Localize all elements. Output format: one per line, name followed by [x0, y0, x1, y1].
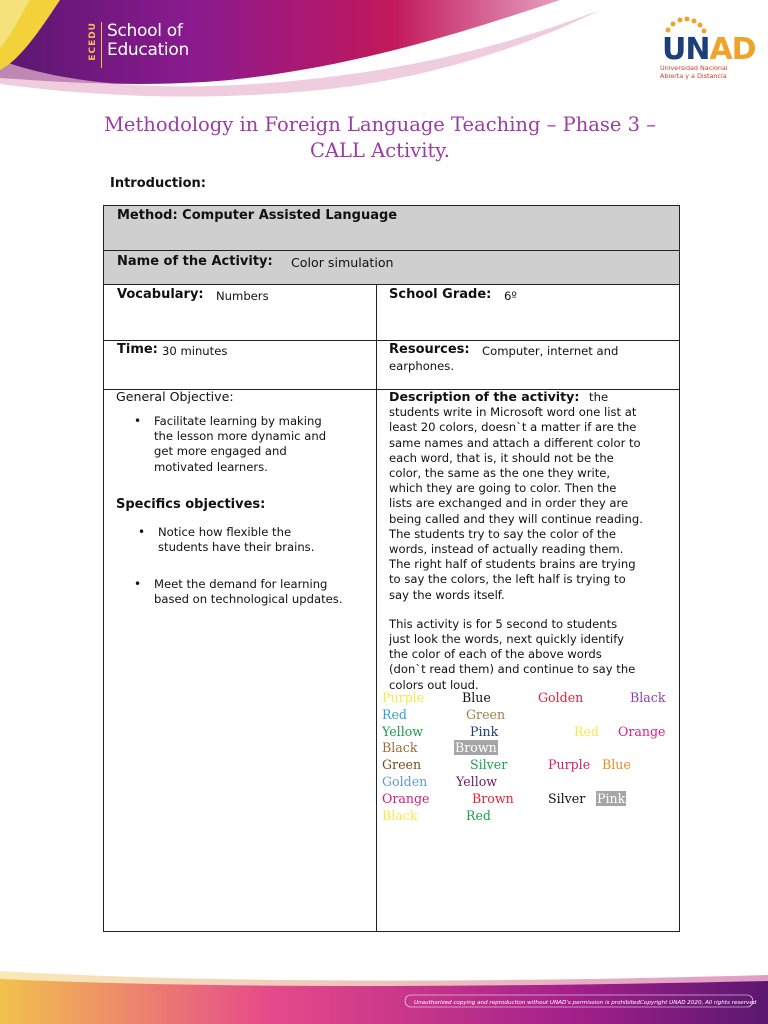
vocabulary-grade-row: [104, 285, 679, 341]
color-word: Orange: [618, 723, 666, 739]
title-line-2: CALL Activity.: [310, 139, 450, 162]
activity-name-value: Color simulation: [291, 255, 394, 270]
school-name: [107, 22, 189, 60]
resources-value-line2: earphones.: [389, 359, 455, 373]
school-grade-label: School Grade:: [389, 287, 492, 302]
list-item: • Meet the demand for learning based on technological updates.: [130, 577, 374, 607]
color-word: Pink: [470, 723, 499, 739]
color-word: Red: [574, 723, 599, 739]
color-word: Brown: [455, 740, 497, 756]
objectives-column: [116, 389, 374, 608]
list-item: • Facilitate learning by making the lesson more dynamic and get more engaged and motivated learners.: [130, 414, 374, 475]
color-word: Green: [466, 706, 506, 722]
time-value: 30 minutes: [162, 344, 228, 358]
color-word-row: [382, 757, 678, 774]
specific-objectives-list: [134, 525, 374, 608]
footer-copy-notice: Unauthorized copying and reproduction without UNAD's permission is prohibited: [414, 1000, 640, 1006]
vocabulary-label: Vocabulary:: [117, 287, 204, 302]
school-name-line2: Education: [107, 40, 189, 60]
color-word: Red: [382, 706, 407, 722]
description-paragraph: Description of the activity: the students write in Microsoft word one list at least 20 colors, doesn`t a matter if are the same names and attach a different color to each word, that is, it should not be the color, the same as the one they write, which they are going to color. Then the lists are exchanged and in order they are being called and they will continue reading. The students try to say the color of the words, instead of actually reading them. The right half of students brains are trying to say the colors, the left half is trying to say the words itself.: [389, 389, 643, 602]
color-word: Black: [630, 690, 666, 705]
time-label: Time:: [117, 342, 158, 357]
school-grade-value: 6º: [504, 289, 517, 303]
method-row: [104, 206, 679, 251]
logo-subtitle-2: Abierta y a Distancia: [660, 72, 727, 80]
description-label: Description of the activity:: [389, 389, 580, 404]
general-objective-list: [130, 414, 374, 475]
color-word: Black: [382, 740, 418, 756]
color-word-row: [382, 774, 678, 791]
method-label: Method: Computer Assisted Language: [117, 208, 398, 223]
color-word-row: [382, 791, 678, 808]
color-word: Black: [382, 807, 418, 823]
color-word-list: [382, 690, 678, 824]
logo-subtitle-1: Universidad Nacional: [660, 64, 728, 72]
document-title: [80, 112, 680, 164]
color-word: Yellow: [382, 723, 424, 739]
introduction-heading: Introduction:: [110, 176, 206, 191]
ecedu-tag: ECEDU: [88, 22, 98, 61]
resources-label: Resources:: [389, 342, 470, 357]
specific-objectives-label: Specifics objectives:: [116, 496, 266, 512]
activity-table: [103, 205, 680, 932]
school-of-education-brand: [88, 22, 189, 68]
color-word: Blue: [602, 757, 631, 773]
color-word: Brown: [472, 790, 514, 806]
color-word: Golden: [538, 690, 584, 705]
header-banner: [0, 0, 768, 110]
color-word: Green: [382, 757, 422, 773]
color-word: Golden: [382, 773, 428, 789]
color-word-row: [382, 690, 678, 707]
activity-name-row: [104, 251, 679, 285]
color-word-row: [382, 707, 678, 724]
activity-name-label: Name of the Activity:: [117, 254, 273, 269]
logo-wordmark: UNAD: [662, 32, 756, 67]
color-word: Purple: [382, 690, 425, 705]
color-word: Blue: [462, 690, 491, 705]
description-column: [389, 389, 677, 693]
color-word: Red: [466, 807, 491, 823]
description-paragraph-2: This activity is for 5 second to students just look the words, next quickly identify the color of each of the above words (don`t read them) and continue to say the colors out loud.: [389, 616, 636, 692]
color-word-row: [382, 808, 678, 825]
color-word: Purple: [548, 757, 591, 773]
title-line-1: Methodology in Foreign Language Teaching – Phase 3 –: [103, 113, 657, 136]
color-word: Silver: [548, 790, 586, 806]
list-item: • Notice how flexible the students have their brains.: [134, 525, 374, 555]
unad-logo: [660, 16, 756, 80]
school-name-line1: School of: [107, 21, 183, 41]
time-resources-row: [104, 341, 679, 390]
color-word: Orange: [382, 790, 430, 806]
color-word: Pink: [597, 790, 626, 806]
color-word: Silver: [470, 757, 508, 773]
footer-copyright: Copyright UNAD 2020, All rights reserved: [640, 1000, 757, 1006]
brand-divider: [101, 22, 102, 68]
general-objective-label: General Objective:: [116, 389, 234, 404]
vocabulary-value: Numbers: [216, 289, 269, 303]
resources-value-line1: Computer, internet and: [482, 344, 619, 358]
color-word-row: [382, 740, 678, 757]
color-word-row: [382, 724, 678, 741]
color-word: Yellow: [456, 773, 498, 789]
footer-wave-graphic: [0, 965, 768, 1024]
footer-band: [0, 965, 768, 1024]
